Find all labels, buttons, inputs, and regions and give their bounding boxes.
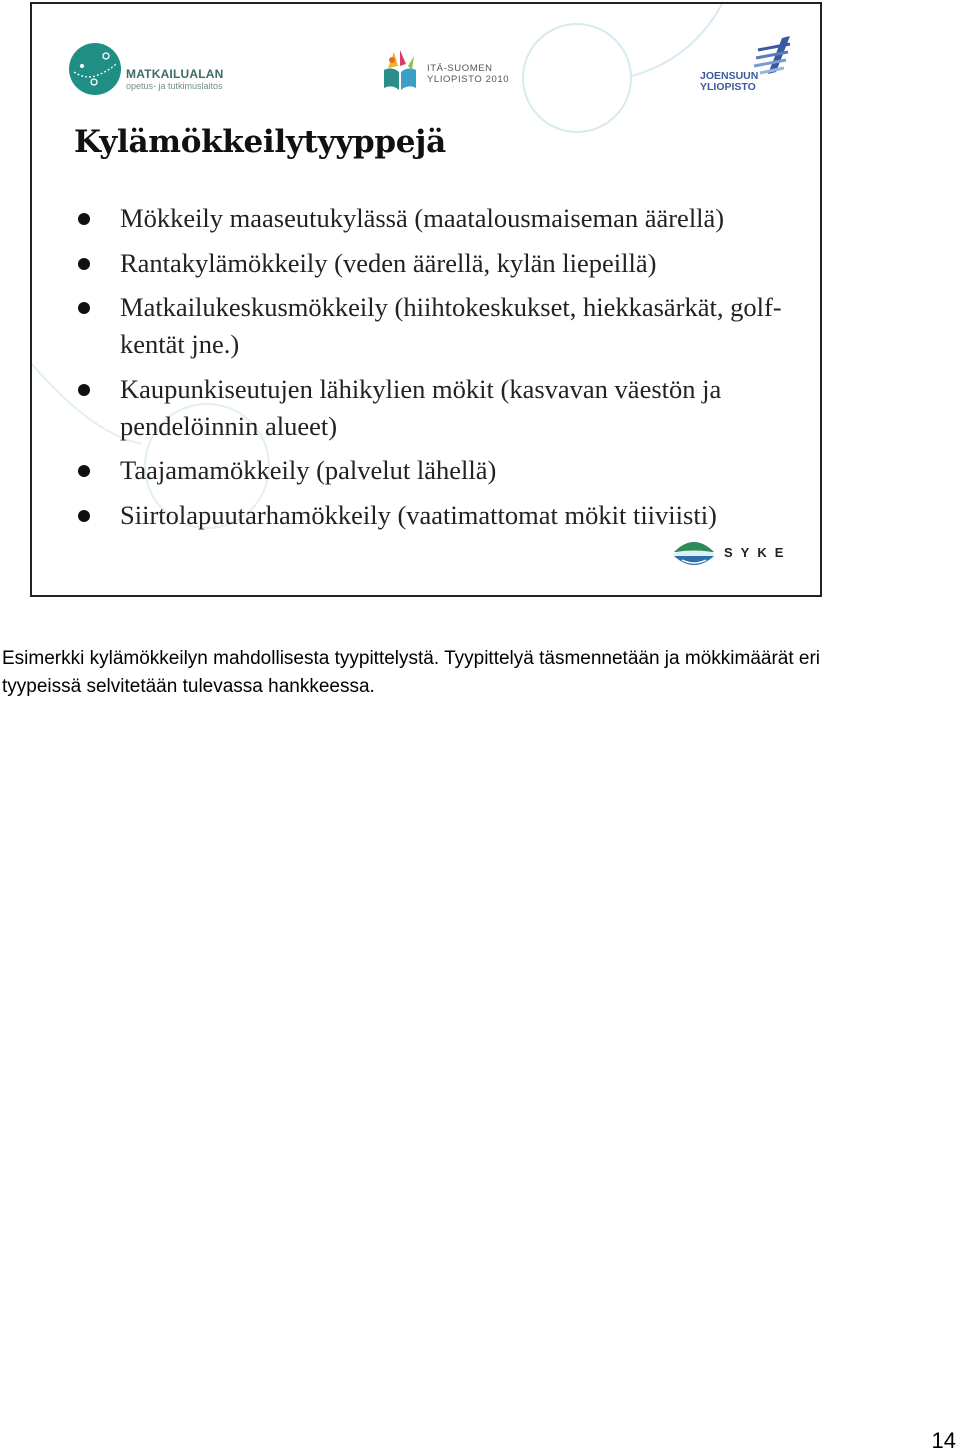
bullet-dot-icon: [78, 213, 90, 225]
syke-emblem-icon: [672, 536, 716, 570]
joensuun-line1: JOENSUUN: [700, 70, 759, 82]
bullet-item: [74, 497, 804, 534]
ita-suomen-line2: YLIOPISTO 2010: [427, 74, 510, 85]
slide-caption: Esimerkki kylämökkeilyn mahdollisesta tyypittelystä. Tyypittelyä täsmennetään ja mökkimäärät eri tyypeissä selvitetään tulevassa hankkeessa.: [2, 648, 821, 697]
bullet-item: [74, 245, 804, 282]
bullet-item: [74, 371, 804, 445]
joensuun-line2: YLIOPISTO: [700, 81, 756, 93]
matkailualan-logo: [68, 42, 228, 102]
matkailualan-circle-icon: [68, 42, 122, 96]
syke-logo: [672, 536, 802, 572]
page-number: 14: [931, 1428, 956, 1453]
bullet-list: [74, 200, 804, 541]
ita-suomen-book-icon: [380, 48, 420, 94]
bullet-item: [74, 289, 804, 363]
ita-suomen-yliopisto-logo: [380, 48, 520, 98]
joensuun-yliopisto-logo: [700, 36, 800, 96]
bullet-item: [74, 200, 804, 237]
matkailualan-subtitle: opetus- ja tutkimuslaitos: [126, 81, 223, 91]
bullet-dot-icon: [78, 384, 90, 396]
slide-title: Kylämökkeilytyyppejä: [74, 124, 446, 160]
bullet-text: Kaupunkiseutujen lähikylien mökit (kasvavan väestön ja pendelöinnin alueet): [120, 373, 722, 441]
bullet-text: Siirtolapuutarhamökkeily (vaatimattomat mökit tiiviisti): [120, 499, 717, 530]
bullet-dot-icon: [78, 465, 90, 477]
bullet-text: Taajamamökkeily (palvelut lähellä): [120, 455, 497, 485]
bullet-item: [74, 452, 804, 489]
bullet-text: Mökkeily maaseutukylässä (maatalousmaiseman äärellä): [120, 203, 725, 233]
bullet-dot-icon: [78, 510, 90, 522]
slide-image: [30, 2, 822, 597]
bullet-dot-icon: [78, 258, 90, 270]
bullet-text: Matkailukeskusmökkeily (hiihtokeskukset, hiekkasärkät, golf-kentät jne.): [120, 292, 782, 359]
bullet-text: Rantakylämökkeily (veden äärellä, kylän liepeillä): [120, 247, 657, 278]
syke-name: SYKE: [724, 545, 792, 560]
bullet-dot-icon: [78, 302, 90, 314]
ita-suomen-line1: ITÄ-SUOMEN: [427, 63, 493, 74]
matkailualan-name: MATKAILUALAN: [126, 67, 224, 81]
